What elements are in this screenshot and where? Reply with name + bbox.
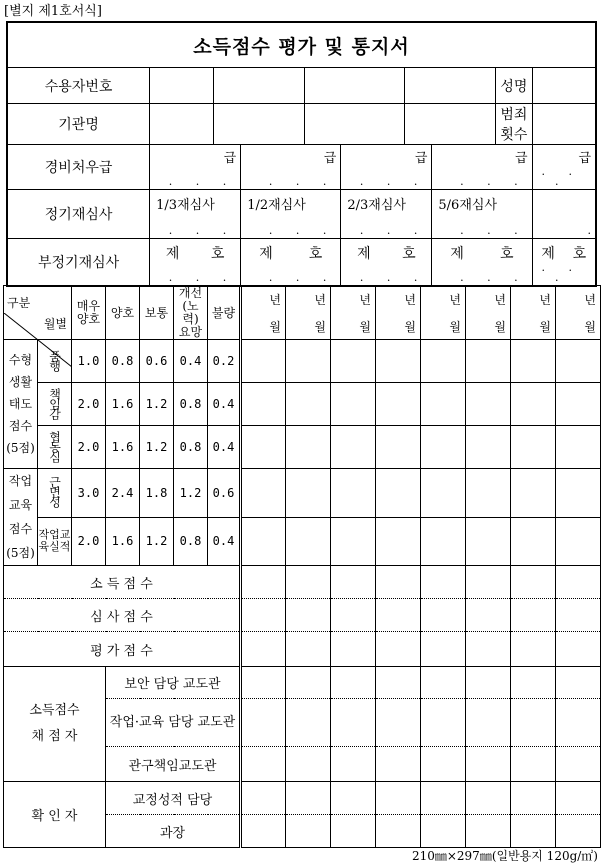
signature-entry[interactable] [556,782,601,815]
score-entry[interactable] [466,599,511,632]
month-label: 월 [494,319,506,334]
signature-entry[interactable] [286,747,331,782]
institution-cell-4[interactable] [405,104,496,145]
signature-entry[interactable] [286,815,331,848]
signature-entry[interactable] [376,667,421,699]
score-cell: 0.8 [174,517,208,566]
month-entry[interactable] [511,383,556,426]
irregular-review-cell[interactable]: 제 호 . . . [241,239,341,287]
review-cell-4[interactable]: 5/6재심사 . . . [432,190,532,239]
score-cell: 0.6 [208,469,241,518]
month-entry[interactable] [466,426,511,469]
month-entry[interactable] [376,383,421,426]
year-label: 년 [314,292,326,307]
signature-entry[interactable] [511,747,556,782]
irregular-review-label: 부정기재심사 [7,239,150,287]
review-cell-3[interactable]: 2/3재심사 . . . [341,190,432,239]
signature-entry[interactable] [376,747,421,782]
signature-entry[interactable] [556,667,601,699]
month-entry[interactable] [511,426,556,469]
signature-entry[interactable] [421,667,466,699]
work-education-group-label: 작업 교육 점수 (5점) [4,469,38,566]
signature-entry[interactable] [241,747,286,782]
name-label: 성명 [496,68,532,104]
signature-entry[interactable] [466,782,511,815]
month-entry[interactable] [376,340,421,383]
signature-entry[interactable] [421,699,466,747]
item-diligence: 근면성 [38,469,72,518]
income-score-label: 소 득 점 수 [4,566,241,599]
institution-cell-2[interactable] [213,104,304,145]
month-entry[interactable] [466,517,511,566]
month-entry[interactable] [421,383,466,426]
recipient-number-label: 수용자번호 [7,68,150,104]
month-entry[interactable] [331,340,376,383]
institution-label: 기관명 [7,104,150,145]
month-entry[interactable] [421,469,466,518]
signature-entry[interactable] [376,782,421,815]
irregular-review-cell[interactable]: 제 호 . . . [432,239,532,287]
score-cell: 1.6 [106,383,140,426]
review-cell-2[interactable]: 1/2재심사 . . . [241,190,341,239]
score-entry[interactable] [421,566,466,599]
signature-entry[interactable] [241,815,286,848]
form-number-label: [별지 제1호서식] [4,4,102,19]
score-cell: 0.2 [208,340,241,383]
month-entry[interactable] [241,426,286,469]
form-title: 소득점수 평가 및 통지서 [7,22,596,68]
year-label: 년 [269,292,281,307]
score-entry[interactable] [511,599,556,632]
signature-entry[interactable] [331,782,376,815]
score-entry[interactable] [286,599,331,632]
year-month-header [286,286,331,340]
month-entry[interactable] [511,340,556,383]
month-entry[interactable] [286,383,331,426]
item-conduct: 품행 [38,340,72,383]
score-cell: 0.8 [174,383,208,426]
grade-header-good: 양호 [106,286,140,340]
signature-entry[interactable] [241,667,286,699]
score-cell: 1.2 [140,383,174,426]
year-month-header [331,286,376,340]
score-grid-table [3,285,601,848]
unit-officer-label: 관구책임교도관 [106,747,241,782]
evaluation-score-label: 평 가 점 수 [4,632,241,667]
year-label: 년 [359,292,371,307]
irregular-review-cell[interactable]: 제 호 . . . [341,239,432,287]
signature-entry[interactable] [556,815,601,848]
score-cell: 0.4 [174,340,208,383]
score-entry[interactable] [421,632,466,667]
signature-entry[interactable] [421,747,466,782]
month-label: 월 [539,319,551,334]
month-entry[interactable] [286,469,331,518]
score-entry[interactable] [556,566,601,599]
signature-entry[interactable] [241,782,286,815]
month-entry[interactable] [466,383,511,426]
year-label: 년 [404,292,416,307]
score-entry[interactable] [511,632,556,667]
security-grade-cell[interactable]: 급 . . . [150,145,241,190]
score-cell: 2.0 [72,383,106,426]
recipient-number-cell-3[interactable] [304,68,404,104]
score-cell: 1.6 [106,517,140,566]
score-entry[interactable] [241,566,286,599]
score-entry[interactable] [556,599,601,632]
grade-header-needs-improvement: 개선(노력)요망 [174,286,208,340]
month-entry[interactable] [511,469,556,518]
month-label: 월 [359,319,371,334]
signature-entry[interactable] [511,699,556,747]
signature-entry[interactable] [511,667,556,699]
signature-entry[interactable] [331,667,376,699]
month-entry[interactable] [421,517,466,566]
institution-cell-3[interactable] [304,104,404,145]
signature-entry[interactable] [376,815,421,848]
item-cooperation: 협동심 [38,426,72,469]
score-entry[interactable] [286,566,331,599]
month-label: 월 [269,319,281,334]
signature-entry[interactable] [511,782,556,815]
month-entry[interactable] [376,469,421,518]
item-work-education-record: 작업교육실적 [38,517,72,566]
score-entry[interactable] [286,632,331,667]
life-attitude-group-label: 수형 생활 태도 점수 (5점) [4,340,38,469]
month-entry[interactable] [241,383,286,426]
grade-header-excellent: 매우양호 [72,286,106,340]
year-month-header [376,286,421,340]
score-cell: 2.0 [72,426,106,469]
security-grade-label: 경비처우급 [7,145,150,190]
security-grade-cell[interactable]: 급 . . . [432,145,532,190]
signature-entry[interactable] [286,667,331,699]
month-label: 월 [314,319,326,334]
institution-cell-1[interactable] [150,104,214,145]
month-label: 월 [449,319,461,334]
score-cell: 1.6 [106,426,140,469]
year-month-header [511,286,556,340]
chief-label: 과장 [106,815,241,848]
confirmer-label: 확 인 자 [4,782,106,848]
signature-entry[interactable] [241,699,286,747]
signature-entry[interactable] [331,747,376,782]
score-cell: 0.4 [208,517,241,566]
month-entry[interactable] [331,383,376,426]
score-entry[interactable] [556,632,601,667]
month-entry[interactable] [286,340,331,383]
month-entry[interactable] [331,517,376,566]
irregular-review-cell[interactable]: 제 호 . . . [150,239,241,287]
month-entry[interactable] [466,340,511,383]
score-cell: 0.4 [208,426,241,469]
month-entry[interactable] [556,383,601,426]
signature-entry[interactable] [331,699,376,747]
signature-entry[interactable] [466,667,511,699]
month-entry[interactable] [286,426,331,469]
signature-entry[interactable] [466,815,511,848]
score-cell: 0.4 [208,383,241,426]
score-entry[interactable] [331,599,376,632]
score-cell: 3.0 [72,469,106,518]
score-entry[interactable] [466,566,511,599]
score-cell: 1.8 [140,469,174,518]
signature-entry[interactable] [466,747,511,782]
scorer-label: 소득점수 채 점 자 [4,667,106,782]
security-grade-cell[interactable]: 급 . . . [341,145,432,190]
year-month-header [466,286,511,340]
month-entry[interactable] [331,469,376,518]
month-entry[interactable] [556,426,601,469]
signature-entry[interactable] [556,747,601,782]
signature-entry[interactable] [511,815,556,848]
recipient-number-cell-2[interactable] [213,68,304,104]
month-entry[interactable] [466,469,511,518]
month-entry[interactable] [241,340,286,383]
review-cell-1[interactable]: 1/3재심사 . . . [150,190,241,239]
signature-entry[interactable] [556,699,601,747]
score-cell: 2.0 [72,517,106,566]
name-field[interactable] [532,68,596,104]
signature-entry[interactable] [286,699,331,747]
month-entry[interactable] [421,340,466,383]
month-entry[interactable] [556,469,601,518]
year-label: 년 [584,292,596,307]
month-entry[interactable] [241,469,286,518]
year-label: 년 [494,292,506,307]
month-entry[interactable] [376,426,421,469]
score-entry[interactable] [376,599,421,632]
score-cell: 0.8 [106,340,140,383]
month-label: 월 [584,319,596,334]
security-grade-cell[interactable]: 급 . . . [532,145,596,190]
year-month-header [241,286,286,340]
month-entry[interactable] [376,517,421,566]
signature-entry[interactable] [331,815,376,848]
score-cell: 0.8 [174,426,208,469]
score-cell: 2.4 [106,469,140,518]
score-cell: 1.0 [72,340,106,383]
year-month-header [556,286,601,340]
month-entry[interactable] [511,517,556,566]
month-label: 월 [404,319,416,334]
signature-entry[interactable] [466,699,511,747]
month-entry[interactable] [331,426,376,469]
crime-count-field[interactable] [532,104,596,145]
month-entry[interactable] [286,517,331,566]
score-entry[interactable] [511,566,556,599]
evaluation-header-table [6,21,597,287]
score-entry[interactable] [331,632,376,667]
score-cell: 0.6 [140,340,174,383]
regular-review-label: 정기재심사 [7,190,150,239]
signature-entry[interactable] [421,782,466,815]
score-cell: 1.2 [140,426,174,469]
month-entry[interactable] [421,426,466,469]
item-responsibility: 책임감 [38,383,72,426]
signature-entry[interactable] [376,699,421,747]
month-entry[interactable] [556,517,601,566]
score-entry[interactable] [241,599,286,632]
work-education-officer-label: 작업·교육 담당 교도관 [106,699,241,747]
month-entry[interactable] [241,517,286,566]
recipient-number-cell-1[interactable] [150,68,214,104]
score-entry[interactable] [376,632,421,667]
score-entry[interactable] [466,632,511,667]
grade-header-poor: 불량 [208,286,241,340]
security-grade-cell[interactable]: 급 . . . [241,145,341,190]
score-entry[interactable] [376,566,421,599]
year-month-header [421,286,466,340]
crime-count-label: 범죄횟수 [496,104,532,145]
review-cell-5[interactable]: . [532,190,596,239]
score-entry[interactable] [241,632,286,667]
year-label: 년 [539,292,551,307]
correction-officer-label: 교정성적 담당 [106,782,241,815]
score-entry[interactable] [421,599,466,632]
score-entry[interactable] [331,566,376,599]
month-entry[interactable] [556,340,601,383]
year-label: 년 [449,292,461,307]
signature-entry[interactable] [286,782,331,815]
security-officer-label: 보안 담당 교도관 [106,667,241,699]
paper-spec-footer: 210㎜×297㎜(일반용지 120g/㎡) [411,849,598,863]
score-cell: 1.2 [140,517,174,566]
recipient-number-cell-4[interactable] [405,68,496,104]
review-score-label: 심 사 점 수 [4,599,241,632]
monthly-category-header: 월별 구분 [4,286,72,340]
signature-entry[interactable] [421,815,466,848]
irregular-review-cell[interactable]: 제 호 . . . [532,239,596,287]
score-cell: 1.2 [174,469,208,518]
grade-header-average: 보통 [140,286,174,340]
